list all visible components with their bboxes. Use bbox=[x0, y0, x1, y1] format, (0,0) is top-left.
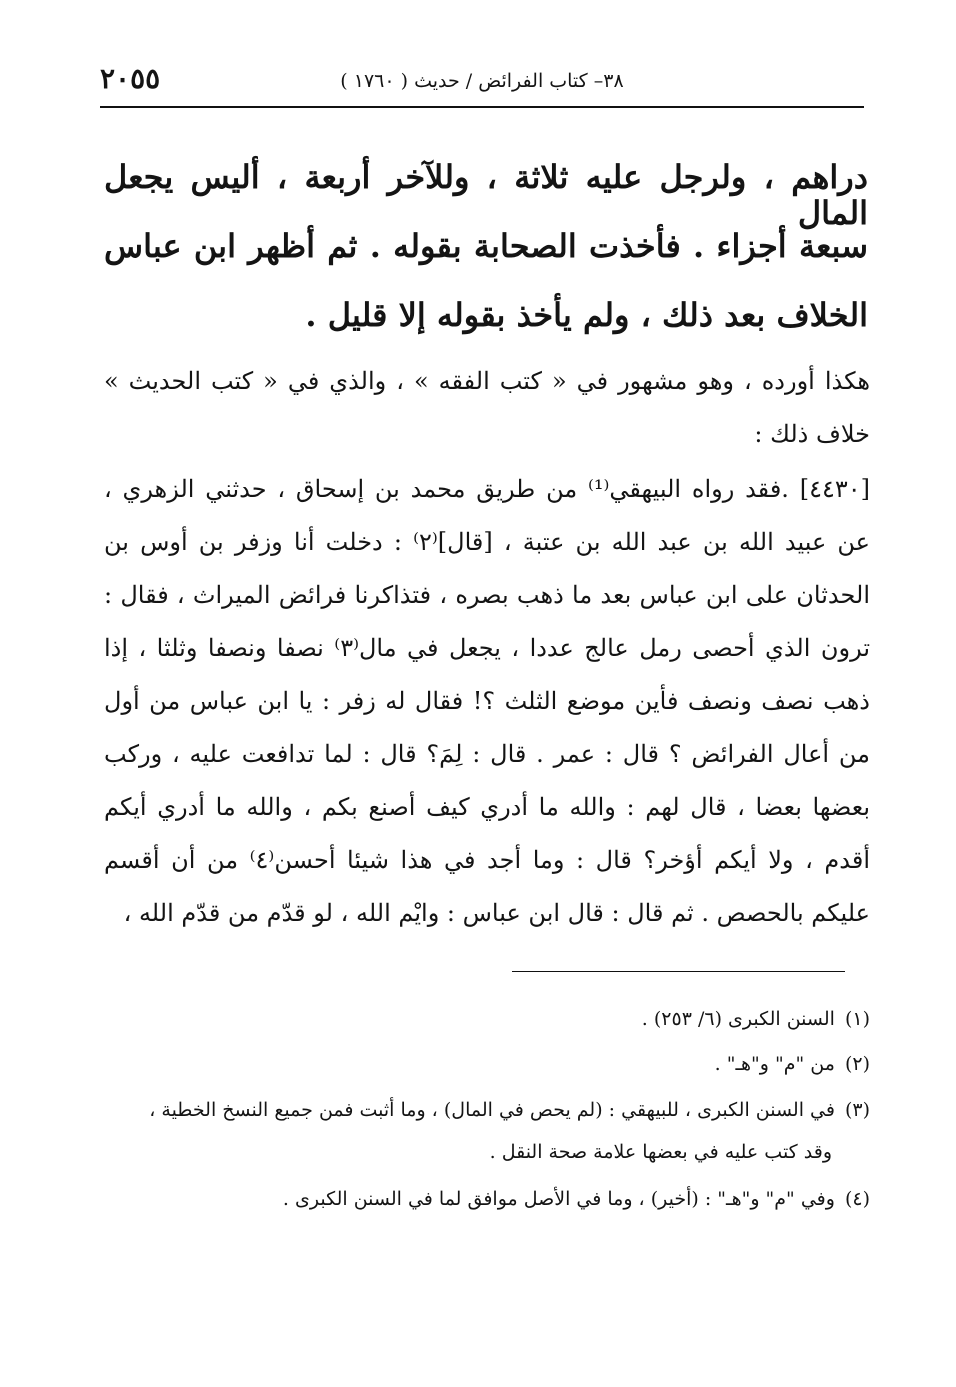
commentary-line-2: خلاف ذلك : bbox=[754, 420, 870, 448]
header-title: ٣٨– كتاب الفرائض / حديث ( ١٧٦٠ ) bbox=[340, 70, 624, 92]
footnote-separator bbox=[512, 971, 845, 972]
quote-line-3: الخلاف بعد ذلك ، ولم يأخذ بقوله إلا قليل . bbox=[305, 296, 868, 334]
header-rule bbox=[100, 106, 864, 108]
footnote-text: وفي "م" و"هـ" : (أخير) ، وما في الأصل موافق لما في السنن الكبرى . bbox=[282, 1188, 835, 1210]
hadith-line-1: [٤٤٣٠] .فقد رواه البيهقي⁽¹⁾ من طريق محمد بن إسحاق ، حدثني الزهري ، bbox=[104, 475, 871, 503]
hadith-line-6: من أعال الفرائض ؟ قال : عمر . قال : لِمَ؟ قال : لما تدافعت عليه ، وركب bbox=[104, 740, 870, 768]
hadith-line-2: عن عبيد الله بن عبد الله بن عتبة ، [قال]⁽٢⁾ : دخلت أنا وزفر بن أوس بن bbox=[104, 528, 870, 556]
hadith-line-9: عليكم بالحصص . ثم قال : قال ابن عباس : وايْم الله ، لو قدّم من قدّم الله ، bbox=[123, 899, 870, 927]
hadith-line-8: أقدم ، ولا أيكم أؤخر؟ قال : وما أجد في هذا شيئا أحسن⁽٤⁾ من أن أقسم bbox=[104, 846, 870, 874]
footnote-number: (٤) bbox=[844, 1188, 870, 1210]
hadith-line-3: الحدثان على ابن عباس بعد ما ذهب بصره ، فتذاكرنا فرائض الميراث ، فقال : bbox=[104, 581, 870, 609]
footnote-text: السنن الكبرى (٦/ ٢٥٣) . bbox=[641, 1008, 835, 1030]
quote-line-2: سبعة أجزاء . فأخذت الصحابة بقوله . ثم أظهر ابن عباس bbox=[104, 227, 868, 265]
footnote-number: (٣) bbox=[844, 1099, 870, 1121]
footnote-4 bbox=[104, 1186, 870, 1212]
commentary-line-1: هكذا أورده ، وهو مشهور في « كتب الفقه » ، والذي في « كتب الحديث » bbox=[104, 367, 870, 395]
footnote-text: وقد كتب عليه في بعضها علامة صحة النقل . bbox=[489, 1141, 832, 1163]
footnote-1 bbox=[104, 1006, 870, 1032]
quote-line-1: دراهم ، ولرجل عليه ثلاثة ، وللآخر أربعة ، أليس يجعل المال bbox=[104, 158, 868, 232]
footnote-3 bbox=[104, 1097, 870, 1123]
hadith-line-4: ترون الذي أحصى رمل عالج عددا ، يجعل في مال⁽٣⁾ نصفا ونصفا وثلثا ، إذا bbox=[104, 634, 870, 662]
footnote-number: (٢) bbox=[844, 1053, 870, 1075]
footnote-text: في السنن الكبرى ، للبيهقي : (لم يحص في المال) ، وما أثبت فمن جميع النسخ الخطية ، bbox=[149, 1099, 835, 1121]
hadith-line-5: ذهب نصف ونصف فأين موضع الثلث ؟! فقال له زفر : يا ابن عباس من أول bbox=[104, 687, 870, 715]
hadith-line-7: بعضها بعضا ، قال لهم : والله ما أدري كيف أصنع بكم ، والله ما أدري أيكم bbox=[104, 793, 870, 821]
running-header bbox=[100, 62, 864, 98]
footnote-text: من "م" و"هـ" . bbox=[714, 1053, 835, 1075]
footnote-3-continued bbox=[104, 1139, 832, 1165]
page-number: ٢٠٥٥ bbox=[100, 62, 161, 95]
footnote-number: (١) bbox=[844, 1008, 870, 1030]
footnote-2 bbox=[104, 1051, 870, 1077]
